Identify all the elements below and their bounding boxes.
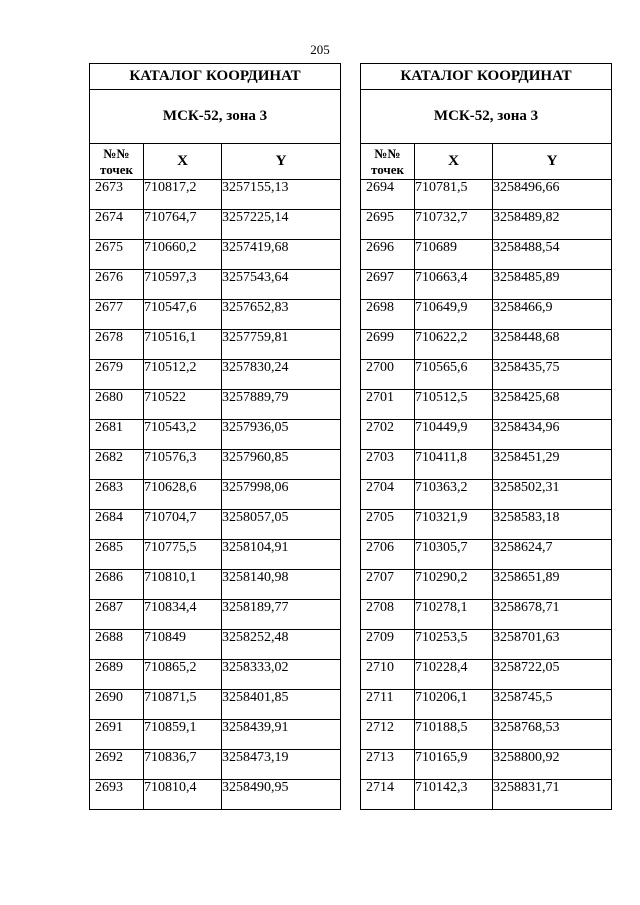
table-title: КАТАЛОГ КООРДИНАТ bbox=[90, 64, 341, 90]
table-row bbox=[90, 780, 341, 810]
point-number-cell: 2711 bbox=[361, 690, 415, 720]
point-number-cell: 2674 bbox=[90, 210, 144, 240]
table-row bbox=[361, 420, 612, 450]
x-coordinate-cell: 710290,2 bbox=[415, 570, 493, 600]
table-row bbox=[361, 360, 612, 390]
point-number-cell: 2680 bbox=[90, 390, 144, 420]
x-coordinate-cell: 710660,2 bbox=[144, 240, 222, 270]
y-coordinate-cell: 3257419,68 bbox=[222, 240, 341, 270]
point-number-cell: 2683 bbox=[90, 480, 144, 510]
x-coordinate-cell: 710522 bbox=[144, 390, 222, 420]
point-number-cell: 2706 bbox=[361, 540, 415, 570]
x-coordinate-cell: 710363,2 bbox=[415, 480, 493, 510]
y-coordinate-cell: 3257225,14 bbox=[222, 210, 341, 240]
y-coordinate-cell: 3258401,85 bbox=[222, 690, 341, 720]
table-title: КАТАЛОГ КООРДИНАТ bbox=[361, 64, 612, 90]
y-coordinate-cell: 3258439,91 bbox=[222, 720, 341, 750]
x-coordinate-cell: 710576,3 bbox=[144, 450, 222, 480]
table-row bbox=[361, 240, 612, 270]
x-coordinate-cell: 710547,6 bbox=[144, 300, 222, 330]
x-coordinate-cell: 710253,5 bbox=[415, 630, 493, 660]
table-row bbox=[90, 270, 341, 300]
point-number-cell: 2697 bbox=[361, 270, 415, 300]
point-number-cell: 2688 bbox=[90, 630, 144, 660]
table-row bbox=[361, 450, 612, 480]
table-row bbox=[90, 600, 341, 630]
table-row bbox=[90, 690, 341, 720]
point-number-cell: 2713 bbox=[361, 750, 415, 780]
point-number-cell: 2699 bbox=[361, 330, 415, 360]
y-coordinate-cell: 3258466,9 bbox=[493, 300, 612, 330]
y-coordinate-cell: 3258624,7 bbox=[493, 540, 612, 570]
x-coordinate-cell: 710810,4 bbox=[144, 780, 222, 810]
table-row bbox=[90, 210, 341, 240]
y-coordinate-cell: 3258252,48 bbox=[222, 630, 341, 660]
table-row bbox=[361, 210, 612, 240]
table-row bbox=[361, 630, 612, 660]
x-coordinate-cell: 710871,5 bbox=[144, 690, 222, 720]
table-row bbox=[361, 660, 612, 690]
y-coordinate-cell: 3258435,75 bbox=[493, 360, 612, 390]
y-coordinate-cell: 3258583,18 bbox=[493, 510, 612, 540]
x-coordinate-cell: 710865,2 bbox=[144, 660, 222, 690]
table-row bbox=[361, 570, 612, 600]
y-coordinate-cell: 3258490,95 bbox=[222, 780, 341, 810]
point-number-cell: 2690 bbox=[90, 690, 144, 720]
point-number-cell: 2704 bbox=[361, 480, 415, 510]
table-row bbox=[361, 750, 612, 780]
x-coordinate-cell: 710834,4 bbox=[144, 600, 222, 630]
x-coordinate-cell: 710206,1 bbox=[415, 690, 493, 720]
point-number-cell: 2679 bbox=[90, 360, 144, 390]
x-coordinate-cell: 710859,1 bbox=[144, 720, 222, 750]
point-number-cell: 2695 bbox=[361, 210, 415, 240]
table-row bbox=[90, 240, 341, 270]
y-coordinate-cell: 3257936,05 bbox=[222, 420, 341, 450]
point-number-header bbox=[90, 144, 144, 180]
y-coordinate-cell: 3258488,54 bbox=[493, 240, 612, 270]
point-number-cell: 2689 bbox=[90, 660, 144, 690]
table-row bbox=[90, 420, 341, 450]
point-number-header bbox=[361, 144, 415, 180]
x-coordinate-cell: 710689 bbox=[415, 240, 493, 270]
y-coordinate-cell: 3257889,79 bbox=[222, 390, 341, 420]
point-number-cell: 2700 bbox=[361, 360, 415, 390]
point-number-cell: 2710 bbox=[361, 660, 415, 690]
x-coordinate-cell: 710775,5 bbox=[144, 540, 222, 570]
y-coordinate-cell: 3258800,92 bbox=[493, 750, 612, 780]
table-row bbox=[361, 270, 612, 300]
y-coordinate-cell: 3258104,91 bbox=[222, 540, 341, 570]
y-coordinate-cell: 3258333,02 bbox=[222, 660, 341, 690]
point-number-cell: 2678 bbox=[90, 330, 144, 360]
point-number-cell: 2702 bbox=[361, 420, 415, 450]
point-number-cell: 2714 bbox=[361, 780, 415, 810]
x-coordinate-cell: 710597,3 bbox=[144, 270, 222, 300]
x-coordinate-cell: 710663,4 bbox=[415, 270, 493, 300]
coordinate-system-zone: МСК-52, зона 3 bbox=[361, 90, 612, 144]
x-column-header: X bbox=[144, 144, 222, 180]
x-column-header: X bbox=[415, 144, 493, 180]
point-number-cell: 2681 bbox=[90, 420, 144, 450]
x-coordinate-cell: 710781,5 bbox=[415, 180, 493, 210]
point-number-cell: 2682 bbox=[90, 450, 144, 480]
table-row bbox=[90, 360, 341, 390]
y-coordinate-cell: 3258831,71 bbox=[493, 780, 612, 810]
table-row bbox=[361, 300, 612, 330]
x-coordinate-cell: 710836,7 bbox=[144, 750, 222, 780]
y-coordinate-cell: 3258489,82 bbox=[493, 210, 612, 240]
point-number-cell: 2703 bbox=[361, 450, 415, 480]
y-coordinate-cell: 3257830,24 bbox=[222, 360, 341, 390]
x-coordinate-cell: 710165,9 bbox=[415, 750, 493, 780]
y-coordinate-cell: 3257759,81 bbox=[222, 330, 341, 360]
point-number-cell: 2694 bbox=[361, 180, 415, 210]
table-row bbox=[90, 300, 341, 330]
x-coordinate-cell: 710512,5 bbox=[415, 390, 493, 420]
x-coordinate-cell: 710228,4 bbox=[415, 660, 493, 690]
y-coordinate-cell: 3257652,83 bbox=[222, 300, 341, 330]
y-coordinate-cell: 3258057,05 bbox=[222, 510, 341, 540]
y-coordinate-cell: 3258745,5 bbox=[493, 690, 612, 720]
y-coordinate-cell: 3257543,64 bbox=[222, 270, 341, 300]
y-coordinate-cell: 3257155,13 bbox=[222, 180, 341, 210]
point-number-cell: 2686 bbox=[90, 570, 144, 600]
point-number-cell: 2705 bbox=[361, 510, 415, 540]
table-row bbox=[90, 390, 341, 420]
y-coordinate-cell: 3258140,98 bbox=[222, 570, 341, 600]
y-column-header: Y bbox=[493, 144, 612, 180]
table-row bbox=[361, 330, 612, 360]
table-row bbox=[361, 540, 612, 570]
point-number-cell: 2701 bbox=[361, 390, 415, 420]
table-body bbox=[361, 180, 612, 810]
x-coordinate-cell: 710732,7 bbox=[415, 210, 493, 240]
x-coordinate-cell: 710142,3 bbox=[415, 780, 493, 810]
y-coordinate-cell: 3258651,89 bbox=[493, 570, 612, 600]
point-number-cell: 2707 bbox=[361, 570, 415, 600]
x-coordinate-cell: 710512,2 bbox=[144, 360, 222, 390]
point-number-cell: 2696 bbox=[361, 240, 415, 270]
point-number-cell: 2692 bbox=[90, 750, 144, 780]
x-coordinate-cell: 710278,1 bbox=[415, 600, 493, 630]
point-number-header-line2: точек bbox=[100, 161, 133, 177]
table-row bbox=[361, 180, 612, 210]
point-number-cell: 2709 bbox=[361, 630, 415, 660]
point-number-cell: 2675 bbox=[90, 240, 144, 270]
y-coordinate-cell: 3258189,77 bbox=[222, 600, 341, 630]
point-number-cell: 2708 bbox=[361, 600, 415, 630]
y-coordinate-cell: 3258434,96 bbox=[493, 420, 612, 450]
table-row bbox=[90, 480, 341, 510]
y-coordinate-cell: 3258678,71 bbox=[493, 600, 612, 630]
y-coordinate-cell: 3258496,66 bbox=[493, 180, 612, 210]
x-coordinate-cell: 710817,2 bbox=[144, 180, 222, 210]
y-coordinate-cell: 3258701,63 bbox=[493, 630, 612, 660]
y-coordinate-cell: 3258485,89 bbox=[493, 270, 612, 300]
y-coordinate-cell: 3258425,68 bbox=[493, 390, 612, 420]
point-number-cell: 2677 bbox=[90, 300, 144, 330]
y-coordinate-cell: 3258473,19 bbox=[222, 750, 341, 780]
x-coordinate-cell: 710849 bbox=[144, 630, 222, 660]
table-row bbox=[90, 450, 341, 480]
x-coordinate-cell: 710622,2 bbox=[415, 330, 493, 360]
y-coordinate-cell: 3257960,85 bbox=[222, 450, 341, 480]
table-row bbox=[361, 720, 612, 750]
x-coordinate-cell: 710810,1 bbox=[144, 570, 222, 600]
point-number-header-line1: №№ bbox=[374, 145, 401, 161]
x-coordinate-cell: 710449,9 bbox=[415, 420, 493, 450]
table-row bbox=[361, 780, 612, 810]
y-coordinate-cell: 3258502,31 bbox=[493, 480, 612, 510]
point-number-header-line2: точек bbox=[371, 161, 404, 177]
y-coordinate-cell: 3258448,68 bbox=[493, 330, 612, 360]
coordinate-catalog-table-right bbox=[360, 63, 612, 810]
x-coordinate-cell: 710628,6 bbox=[144, 480, 222, 510]
x-coordinate-cell: 710321,9 bbox=[415, 510, 493, 540]
point-number-cell: 2693 bbox=[90, 780, 144, 810]
point-number-cell: 2673 bbox=[90, 180, 144, 210]
coordinate-system-zone: МСК-52, зона 3 bbox=[90, 90, 341, 144]
table-row bbox=[90, 750, 341, 780]
y-coordinate-cell: 3257998,06 bbox=[222, 480, 341, 510]
table-row bbox=[90, 660, 341, 690]
point-number-cell: 2698 bbox=[361, 300, 415, 330]
y-coordinate-cell: 3258451,29 bbox=[493, 450, 612, 480]
point-number-cell: 2691 bbox=[90, 720, 144, 750]
x-coordinate-cell: 710704,7 bbox=[144, 510, 222, 540]
table-row bbox=[90, 570, 341, 600]
table-row bbox=[361, 510, 612, 540]
table-row bbox=[90, 630, 341, 660]
table-body bbox=[90, 180, 341, 810]
table-row bbox=[361, 390, 612, 420]
table-row bbox=[90, 510, 341, 540]
x-coordinate-cell: 710565,6 bbox=[415, 360, 493, 390]
x-coordinate-cell: 710543,2 bbox=[144, 420, 222, 450]
table-row bbox=[361, 690, 612, 720]
table-row bbox=[361, 480, 612, 510]
table-row bbox=[90, 180, 341, 210]
y-column-header: Y bbox=[222, 144, 341, 180]
point-number-cell: 2685 bbox=[90, 540, 144, 570]
x-coordinate-cell: 710764,7 bbox=[144, 210, 222, 240]
y-coordinate-cell: 3258722,05 bbox=[493, 660, 612, 690]
table-row bbox=[90, 540, 341, 570]
x-coordinate-cell: 710516,1 bbox=[144, 330, 222, 360]
x-coordinate-cell: 710649,9 bbox=[415, 300, 493, 330]
table-row bbox=[90, 720, 341, 750]
point-number-cell: 2676 bbox=[90, 270, 144, 300]
point-number-cell: 2687 bbox=[90, 600, 144, 630]
table-row bbox=[90, 330, 341, 360]
point-number-header-line1: №№ bbox=[103, 145, 130, 161]
x-coordinate-cell: 710305,7 bbox=[415, 540, 493, 570]
point-number-cell: 2684 bbox=[90, 510, 144, 540]
table-row bbox=[361, 600, 612, 630]
x-coordinate-cell: 710411,8 bbox=[415, 450, 493, 480]
coordinate-catalog-table-left bbox=[89, 63, 341, 810]
x-coordinate-cell: 710188,5 bbox=[415, 720, 493, 750]
page-number: 205 bbox=[310, 42, 330, 57]
point-number-cell: 2712 bbox=[361, 720, 415, 750]
y-coordinate-cell: 3258768,53 bbox=[493, 720, 612, 750]
